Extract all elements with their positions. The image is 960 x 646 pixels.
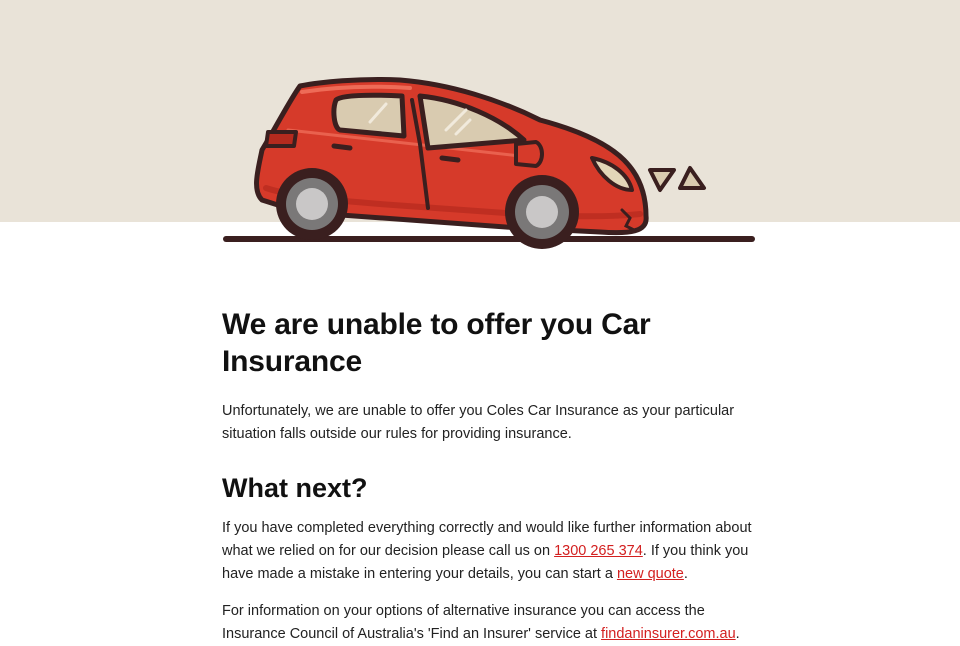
decision-text-end: . — [683, 566, 688, 582]
what-next-heading: What next? — [222, 473, 368, 503]
intro-paragraph: Unfortunately, we are unable to offer you Coles Car Insurance as your particular situation falls outside our rules for providing insurance. — [222, 403, 735, 442]
find-an-insurer-link[interactable]: findaninsurer.com.au — [601, 626, 736, 642]
page-title: We are unable to offer you Car Insurance — [222, 308, 651, 378]
alternative-insurance-paragraph — [222, 600, 762, 646]
decision-text-start: If you have completed everything correctly and would like further information about what we relied on for our decision please call us on — [222, 520, 752, 559]
new-quote-link[interactable]: new quote — [616, 566, 684, 582]
alternative-text-start: For information on your options of alternative insurance you can access the Insurance Council of Australia's 'Find an Insurer' service at — [222, 603, 705, 642]
decision-info-paragraph — [222, 517, 762, 586]
alternative-text-end: . — [735, 626, 740, 642]
phone-link[interactable]: 1300 265 374 — [554, 543, 643, 559]
car-illustration — [0, 0, 960, 260]
decision-text-middle: . If you think you have made a mistake in entering your details, you can start a — [222, 543, 749, 582]
main-content — [222, 306, 762, 646]
